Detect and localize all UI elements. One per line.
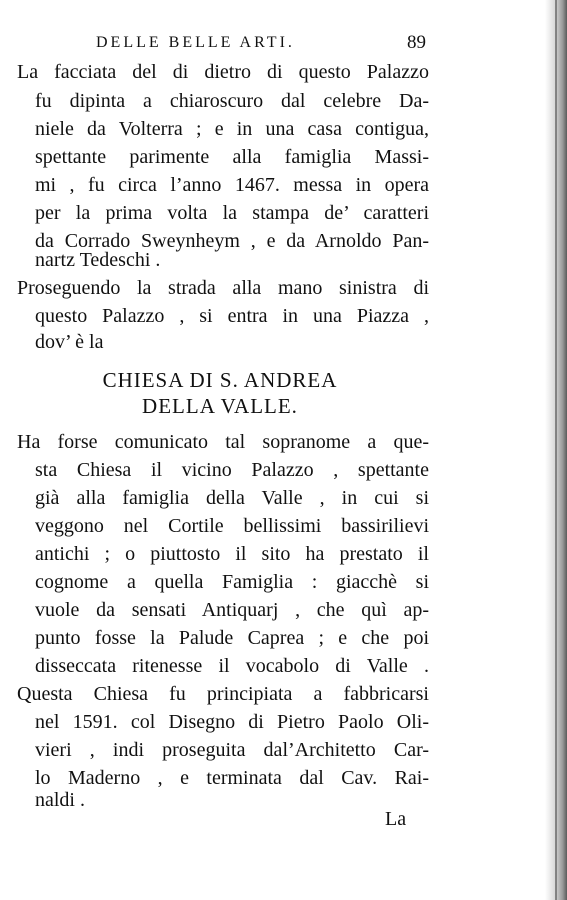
text-line: naldi . (35, 789, 85, 811)
text-line: disseccata ritenesse il vocabolo di Valle . (35, 655, 429, 677)
section-heading: CHIESA DI S. ANDREA (102, 368, 338, 392)
text-line: spettante parimente alla famiglia Massi- (35, 146, 429, 168)
catchword: La (385, 808, 407, 830)
text-line: La facciata del di dietro di questo Palazzo (17, 61, 429, 83)
running-title: DELLE BELLE ARTI. (96, 34, 295, 51)
text-line: fu dipinta a chiaroscuro dal celebre Da- (35, 90, 429, 112)
text-line: dov’ è la (35, 331, 104, 353)
page-number: 89 (407, 32, 426, 53)
text-line: vuole da sensati Antiquarj , che quì ap- (35, 599, 429, 621)
text-line: sta Chiesa il vicino Palazzo , spettante (35, 459, 429, 481)
page-edge-line (555, 0, 557, 900)
running-header (96, 34, 426, 52)
text-line: antichi ; o piuttosto il sito ha prestato il (35, 543, 429, 565)
text-line: da Corrado Sweynheym , e da Arnoldo Pan- (35, 230, 429, 252)
text-line: mi , fu circa l’anno 1467. messa in opera (35, 174, 429, 196)
text-line: Ha forse comunicato tal sopranome a que- (17, 431, 429, 453)
text-line: nartz Tedeschi . (35, 249, 161, 271)
text-line: Questa Chiesa fu principiata a fabbricarsi (17, 683, 429, 705)
text-line: punto fosse la Palude Caprea ; e che poi (35, 627, 429, 649)
text-line: Proseguendo la strada alla mano sinistra di (17, 277, 429, 299)
text-line: vieri , indi proseguita dal’Architetto Car- (35, 739, 429, 761)
text-line: per la prima volta la stampa de’ caratteri (35, 202, 429, 224)
text-line: niele da Volterra ; e in una casa contigua, (35, 118, 429, 140)
text-line: già alla famiglia della Valle , in cui si (35, 487, 429, 509)
text-line: cognome a quella Famiglia : giacchè si (35, 571, 429, 593)
text-line: veggono nel Cortile bellissimi bassirilievi (35, 515, 429, 537)
section-heading: DELLA VALLE. (142, 394, 298, 418)
text-line: nel 1591. col Disegno di Pietro Paolo Oli- (35, 711, 429, 733)
text-line: questo Palazzo , si entra in una Piazza , (35, 305, 429, 327)
text-line: lo Maderno , e terminata dal Cav. Rai- (35, 767, 429, 789)
